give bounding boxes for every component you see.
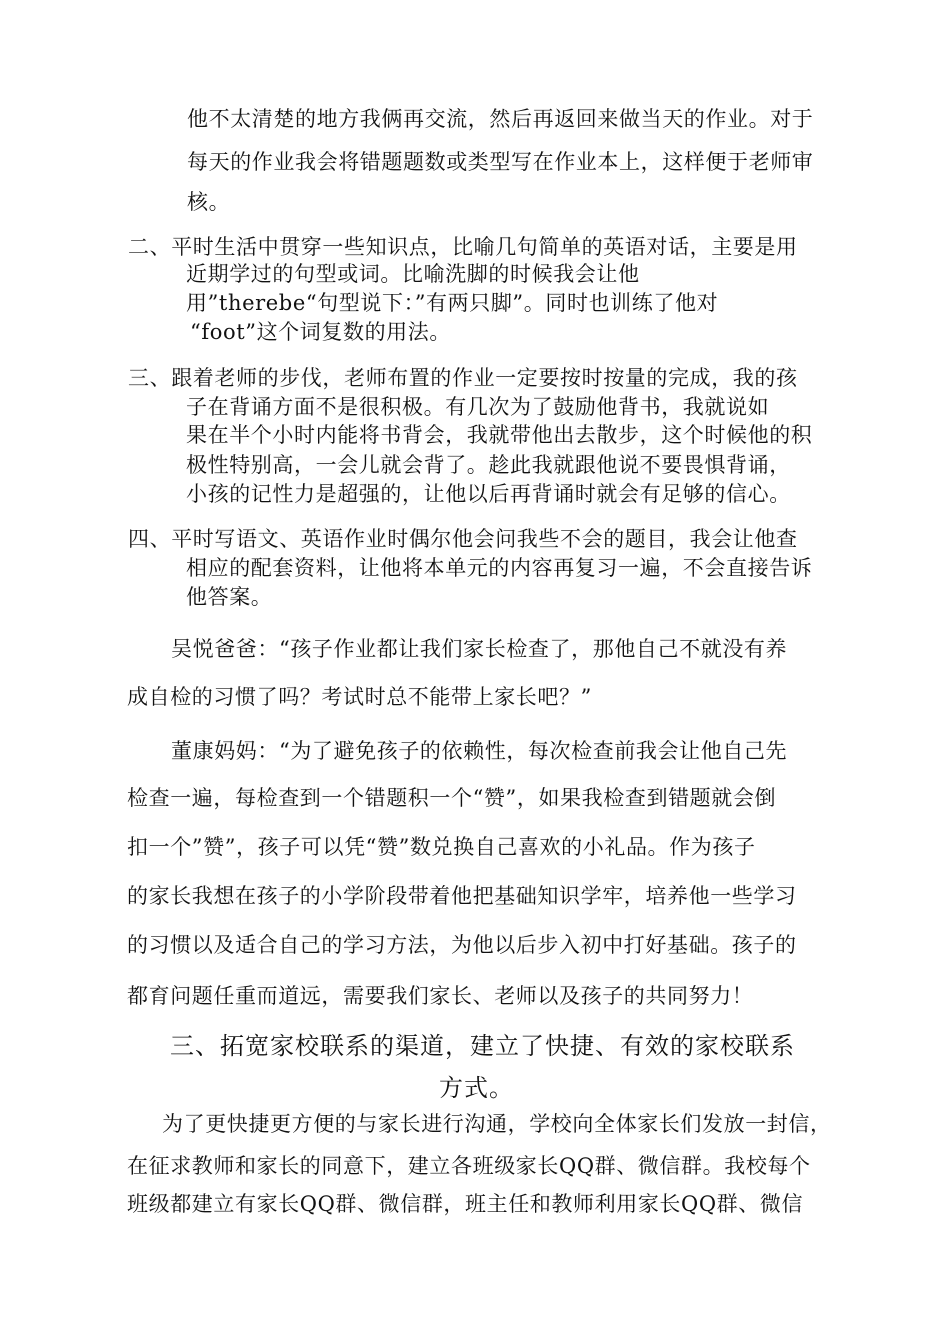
body-paragraph-line: 在征求教师和家长的同意下，建立各班级家长QQ群、微信群。我校每个 bbox=[127, 1154, 811, 1178]
list-item-line: “foot”这个词复数的用法。 bbox=[190, 320, 451, 344]
list-item-line: 相应的配套资料，让他将本单元的内容再复习一遍，不会直接告诉 bbox=[186, 556, 813, 580]
section-heading: 方式。 bbox=[439, 1074, 514, 1102]
quote-paragraph-line: 检查一遍，每检查到一个错题积一个“赞”，如果我检查到错题就会倒 bbox=[127, 786, 777, 810]
quote-paragraph-line: 吴悦爸爸：“孩子作业都让我们家长检查了，那他自己不就没有养 bbox=[171, 637, 788, 661]
list-item-line: 极性特别高，一会儿就会背了。趁此我就跟他说不要畏惧背诵， bbox=[186, 453, 791, 477]
quote-paragraph-line: 的习惯以及适合自己的学习方法，为他以后步入初中打好基础。孩子的 bbox=[127, 933, 797, 957]
list-item-line: 三、跟着老师的步伐，老师布置的作业一定要按时按量的完成，我的孩 bbox=[128, 366, 798, 390]
paragraph-line: 核。 bbox=[187, 190, 231, 214]
quote-paragraph-line: 扣一个”赞”，孩子可以凭“赞”数兑换自己喜欢的小礼品。作为孩子 bbox=[127, 835, 756, 859]
paragraph-line: 每天的作业我会将错题题数或类型写在作业本上，这样便于老师审 bbox=[187, 150, 814, 174]
list-item-line: 子在背诵方面不是很积极。有几次为了鼓励他背书，我就说如 bbox=[186, 395, 770, 419]
list-item-line: 小孩的记性力是超强的，让他以后再背诵时就会有足够的信心。 bbox=[186, 482, 791, 506]
list-item-line: 用”therebe“句型说下：”有两只脚”。同时也训练了他对 bbox=[186, 291, 719, 315]
paragraph-line: 他不太清楚的地方我俩再交流，然后再返回来做当天的作业。对于 bbox=[187, 107, 814, 131]
list-item-line: 他答案。 bbox=[186, 585, 273, 609]
quote-paragraph-line: 成自检的习惯了吗？考试时总不能带上家长吧？” bbox=[127, 685, 592, 709]
list-item-line: 四、平时写语文、英语作业时偶尔他会问我些不会的题目，我会让他查 bbox=[128, 527, 798, 551]
quote-paragraph-line: 董康妈妈：“为了避免孩子的依赖性，每次检查前我会让他自己先 bbox=[171, 739, 788, 763]
list-item-line: 果在半个小时内能将书背会，我就带他出去散步，这个时候他的积 bbox=[186, 423, 813, 447]
section-heading: 三、拓宽家校联系的渠道，建立了快捷、有效的家校联系 bbox=[170, 1032, 795, 1060]
body-paragraph-line: 班级都建立有家长QQ群、微信群，班主任和教师利用家长QQ群、微信 bbox=[127, 1192, 804, 1216]
body-paragraph-line: 为了更快捷更方便的与家长进行沟通，学校向全体家长们发放一封信， bbox=[162, 1112, 832, 1136]
quote-paragraph-line: 都育问题任重而道远，需要我们家长、老师以及孩子的共同努力！ bbox=[127, 984, 754, 1008]
quote-paragraph-line: 的家长我想在孩子的小学阶段带着他把基础知识学牢，培养他一些学习 bbox=[127, 884, 797, 908]
list-item-line: 二、平时生活中贯穿一些知识点，比喻几句简单的英语对话，主要是用 bbox=[128, 235, 798, 259]
list-item-line: 近期学过的句型或词。比喻洗脚的时候我会让他 bbox=[186, 262, 640, 286]
